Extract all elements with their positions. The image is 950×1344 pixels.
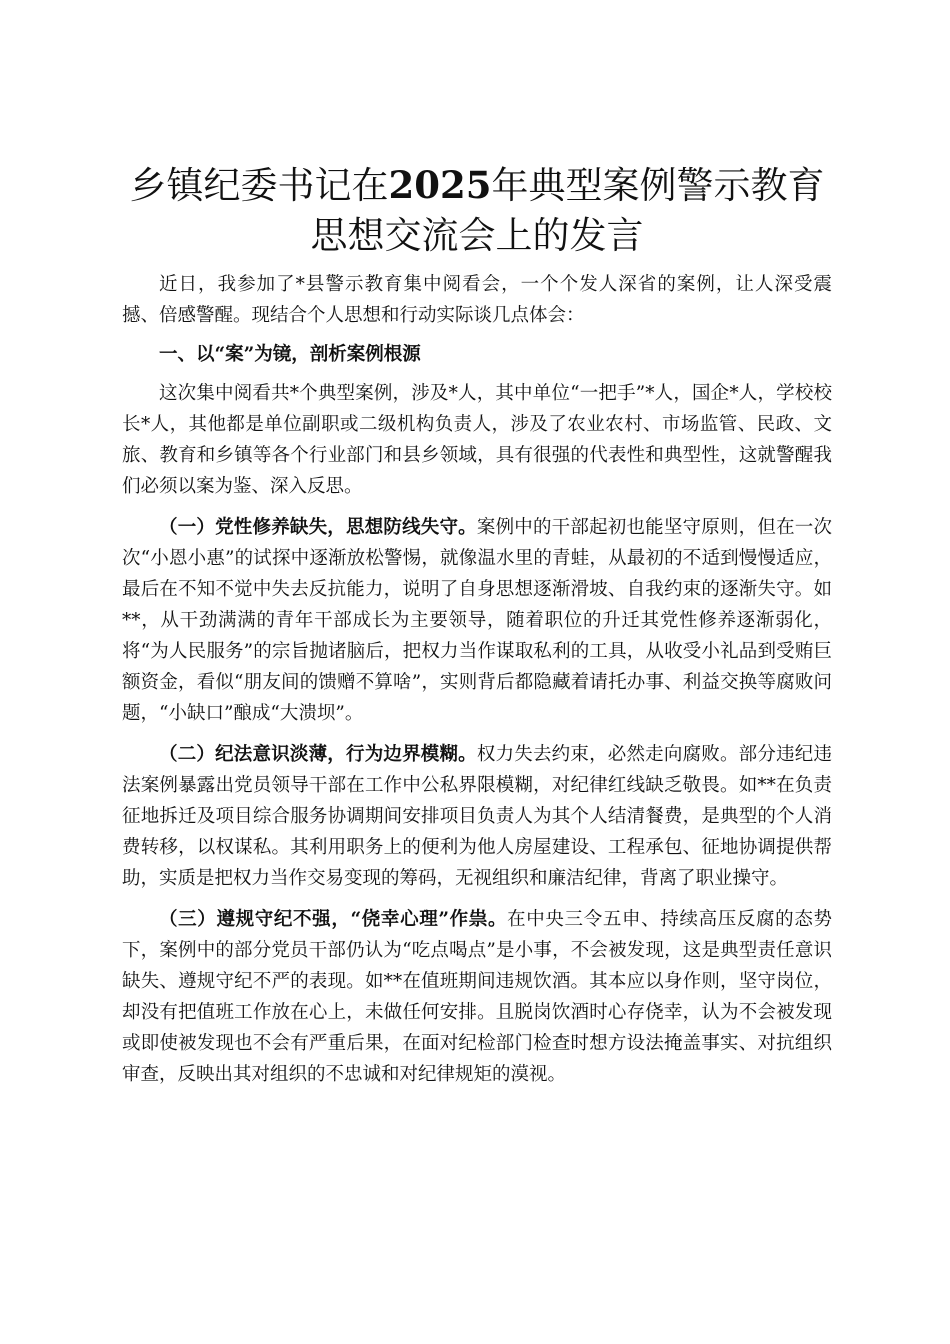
point-1-body: 案例中的干部起初也能坚守原则，但在一次次“小恩小惠”的试探中逐渐放松警惕，就像温水里的青蛙，从最初的不适到慢慢适应，最后在不知不觉中失去反抗能力，说明了自身思想逐渐滑坡、自我约束的逐渐失守。如**，从干劲满满的青年干部成长为主要领导，随着职位的升迁其党性修养逐渐弱化，将“为人民服务”的宗旨抛诸脑后，把权力当作谋取私利的工具，从收受小礼品到受贿巨额资金，看似“朋友间的馈赠不算啥”，实则背后都隐藏着请托办事、利益交换等腐败问题，“小缺口”酿成“大溃坝”。 [122,517,832,724]
point-2-body: 权力失去约束，必然走向腐败。部分违纪违法案例暴露出党员领导干部在工作中公私界限模糊，对纪律红线缺乏敬畏。如**在负责征地拆迁及项目综合服务协调期间安排项目负责人为其个人结清餐费，是典型的个人消费转移，以权谋私。其利用职务上的便利为他人房屋建设、工程承包、征地协调提供帮助，实质是把权力当作交易变现的筹码，无视组织和廉洁纪律，背离了职业操守。 [122,744,832,889]
section-1-paragraph: 这次集中阅看共*个典型案例，涉及*人，其中单位“一把手”*人，国企*人，学校校长*人，其他都是单位副职或二级机构负责人，涉及了农业农村、市场监管、民政、文旅、教育和乡镇等各个行业部门和县乡领域，具有很强的代表性和典型性，这就警醒我们必须以案为鉴、深入反思。 [122,383,832,497]
document-page [122,160,832,1090]
document-title [122,160,832,261]
point-1-paragraph [122,512,832,729]
point-2-paragraph [122,739,832,894]
title-part-2: 年典型案例警示教育思想交流会上的发言 [310,164,825,257]
point-3-body: 在中央三令五申、持续高压反腐的态势下，案例中的部分党员干部仍认为“吃点喝点”是小事，不会被发现，这是典型责任意识缺失、遵规守纪不严的表现。如**在值班期间违规饮酒。其本应以身作则，坚守岗位，却没有把值班工作放在心上，未做任何安排。且脱岗饮酒时心存侥幸，认为不会被发现或即使被发现也不会有严重后果，在面对纪检部门检查时想方设法掩盖事实、对抗组织审查，反映出其对组织的不忠诚和对纪律规矩的漠视。 [122,909,832,1085]
point-1-lead: （一）党性修养缺失，思想防线失守。 [159,517,477,538]
point-2-lead: （二）纪法意识淡薄，行为边界模糊。 [159,744,477,765]
intro-paragraph: 近日，我参加了*县警示教育集中阅看会，一个个发人深省的案例，让人深受震撼、倍感警醒。现结合个人思想和行动实际谈几点体会： [122,274,832,326]
point-3-lead: （三）遵规守纪不强，“侥幸心理”作祟。 [159,909,508,930]
title-year: 2025 [388,163,492,207]
title-part-1: 乡镇纪委书记在 [129,164,389,207]
section-1-heading: 一、以“案”为镜，剖析案例根源 [159,344,421,365]
point-3-paragraph [122,904,832,1090]
